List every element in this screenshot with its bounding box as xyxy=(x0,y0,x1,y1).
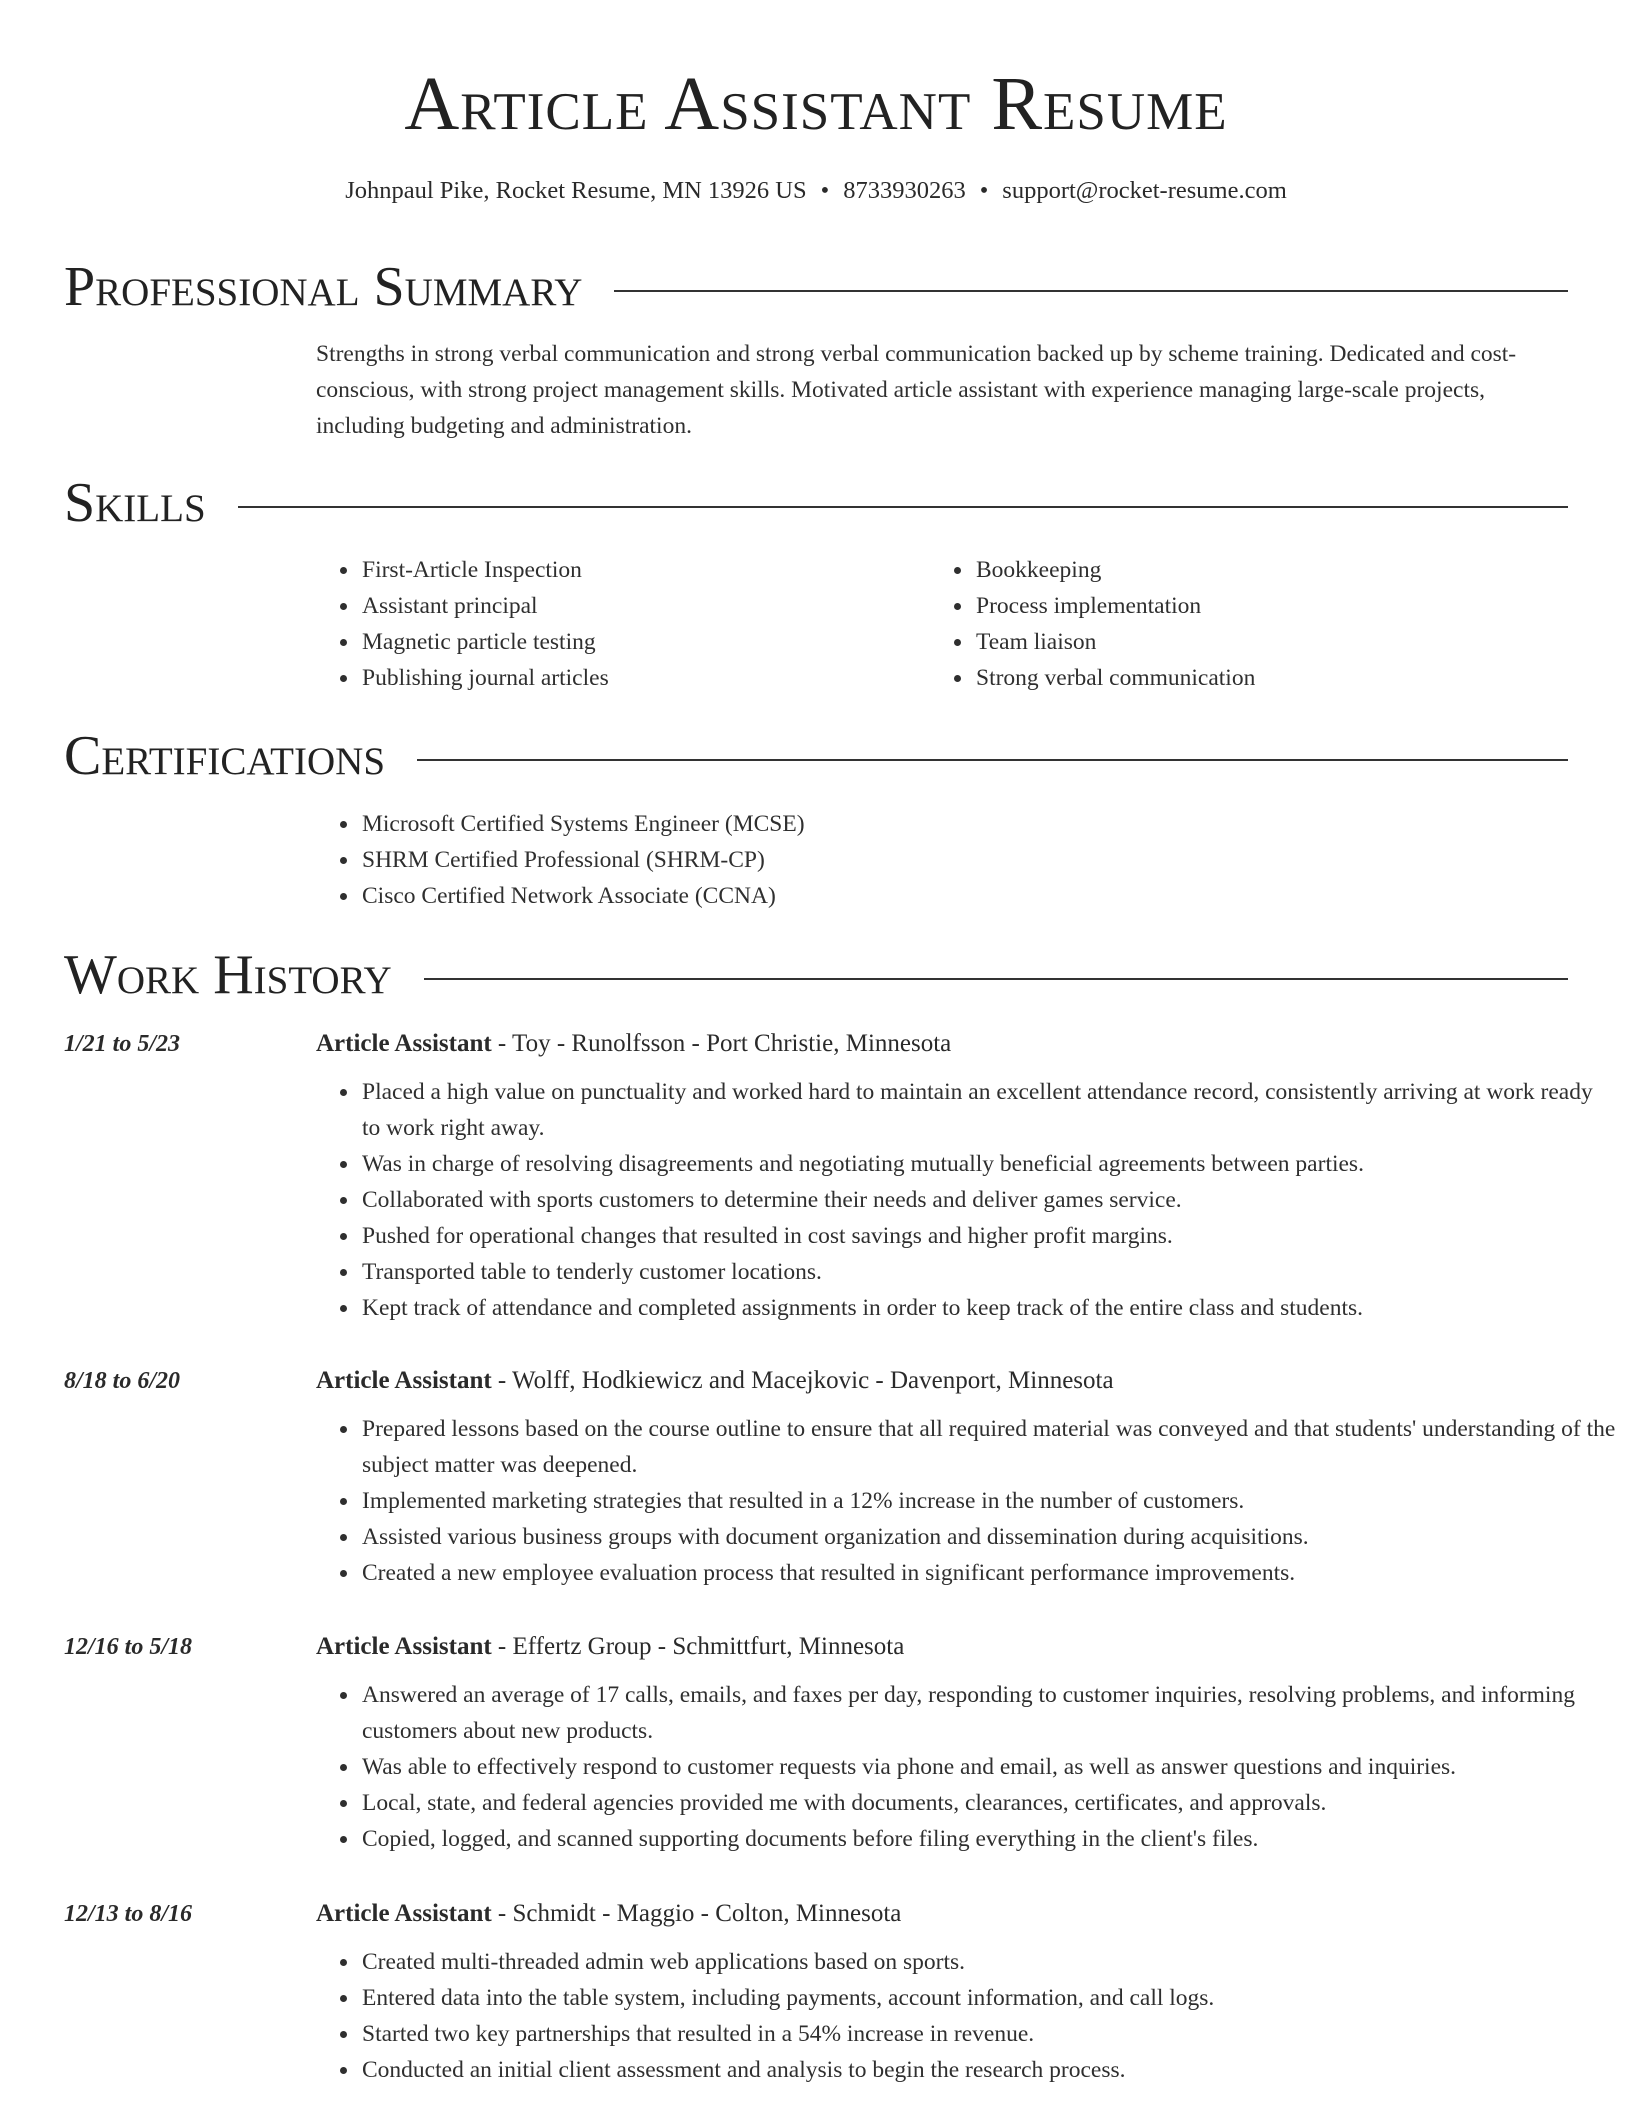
job-details: - Toy - Runolfsson - Port Christie, Minnesota xyxy=(491,1030,952,1057)
job-bullet-list xyxy=(316,1677,1616,1857)
skills-heading: Skills xyxy=(64,472,206,534)
work-history-section-header xyxy=(64,944,1568,1006)
contact-email: support@rocket-resume.com xyxy=(1002,177,1287,204)
certifications-section-header xyxy=(64,725,1568,787)
job-bullet-list xyxy=(316,1411,1616,1591)
section-divider xyxy=(424,978,1568,980)
job-bullet: • Created multi-threaded admin web applications based on sports. xyxy=(360,1944,1616,1980)
job-bullets xyxy=(316,1944,1616,2088)
skill-item: • Assistant principal xyxy=(360,588,876,624)
job-bullet: • Pushed for operational changes that resulted in cost savings and higher profit margins. xyxy=(360,1218,1616,1254)
job-dates: 12/13 to 8/16 xyxy=(64,1901,193,1927)
certifications-list xyxy=(316,806,1416,914)
job-bullet: • Transported table to tenderly customer locations. xyxy=(360,1254,1616,1290)
job-role: Article Assistant xyxy=(316,1030,492,1057)
section-divider xyxy=(417,759,1568,761)
job-dates: 1/21 to 5/23 xyxy=(64,1031,181,1057)
summary-text: Strengths in strong verbal communication and strong verbal communication backed up by scheme training. Dedicated and cost-conscious, with strong project management skills. Motivated article assistant with experience managing large-scale projects, including budgeting and administration. xyxy=(316,341,1517,439)
certifications-block xyxy=(316,806,1416,914)
section-divider xyxy=(614,290,1568,292)
contact-separator: • xyxy=(979,177,989,204)
contact-address: Johnpaul Pike, Rocket Resume, MN 13926 US xyxy=(345,177,807,204)
job-bullet: • Prepared lessons based on the course outline to ensure that all required material was conveyed and that students' understanding of the subject matter was deepened. xyxy=(360,1411,1616,1483)
job-role: Article Assistant xyxy=(316,1367,492,1394)
job-role: Article Assistant xyxy=(316,1900,492,1927)
job-bullet: • Copied, logged, and scanned supporting documents before filing everything in the client's files. xyxy=(360,1821,1616,1857)
job-bullet: • Entered data into the table system, including payments, account information, and call logs. xyxy=(360,1980,1616,2016)
page-title: Article Assistant Resume xyxy=(404,62,1228,146)
work-history-heading: Work History xyxy=(64,944,392,1006)
summary-section-header xyxy=(64,256,1568,318)
section-divider xyxy=(238,506,1568,508)
skills-list-right xyxy=(930,552,1490,696)
job-bullet: • Was able to effectively respond to customer requests via phone and email, as well as answer questions and inquiries. xyxy=(360,1749,1616,1785)
job-bullet: • Assisted various business groups with document organization and dissemination during acquisitions. xyxy=(360,1519,1616,1555)
skill-item: • Bookkeeping xyxy=(974,552,1490,588)
job-details: - Wolff, Hodkiewicz and Macejkovic - Davenport, Minnesota xyxy=(491,1367,1114,1394)
job-bullets xyxy=(316,1074,1616,1326)
job-bullet-list xyxy=(316,1074,1616,1326)
job-title-line xyxy=(316,1631,904,1663)
skills-list-left xyxy=(316,552,876,696)
job-details: - Schmidt - Maggio - Colton, Minnesota xyxy=(491,1900,902,1927)
job-bullet: • Answered an average of 17 calls, emails, and faxes per day, responding to customer inquiries, resolving problems, and informing customers about new products. xyxy=(360,1677,1616,1749)
job-bullets xyxy=(316,1677,1616,1857)
job-bullet: • Kept track of attendance and completed assignments in order to keep track of the entire class and students. xyxy=(360,1290,1616,1326)
job-title-line xyxy=(316,1365,1114,1397)
skills-column-left xyxy=(316,552,876,696)
job-bullet: • Started two key partnerships that resulted in a 54% increase in revenue. xyxy=(360,2016,1616,2052)
skill-item: • First-Article Inspection xyxy=(360,552,876,588)
skill-item: • Magnetic particle testing xyxy=(360,624,876,660)
job-bullet: • Implemented marketing strategies that resulted in a 12% increase in the number of customers. xyxy=(360,1483,1616,1519)
job-details: - Effertz Group - Schmittfurt, Minnesota xyxy=(491,1633,905,1660)
skills-column-right xyxy=(930,552,1490,696)
certification-item: • Cisco Certified Network Associate (CCNA) xyxy=(360,878,1416,914)
certifications-heading: Certifications xyxy=(64,725,386,787)
certification-item: • Microsoft Certified Systems Engineer (MCSE) xyxy=(360,806,1416,842)
job-title-line xyxy=(316,1028,951,1060)
skills-section-header xyxy=(64,472,1568,534)
job-bullet: • Collaborated with sports customers to determine their needs and deliver games service. xyxy=(360,1182,1616,1218)
skill-item: • Publishing journal articles xyxy=(360,660,876,696)
job-bullet: • Local, state, and federal agencies provided me with documents, clearances, certificates, and approvals. xyxy=(360,1785,1616,1821)
skill-item: • Strong verbal communication xyxy=(974,660,1490,696)
job-dates: 12/16 to 5/18 xyxy=(64,1634,193,1660)
summary-heading: Professional Summary xyxy=(64,256,583,318)
contact-separator: • xyxy=(820,177,830,204)
job-bullet: • Placed a high value on punctuality and worked hard to maintain an excellent attendance record, consistently arriving at work ready to work right away. xyxy=(360,1074,1616,1146)
certification-item: • SHRM Certified Professional (SHRM-CP) xyxy=(360,842,1416,878)
job-title-line xyxy=(316,1898,901,1930)
job-bullet: • Was in charge of resolving disagreements and negotiating mutually beneficial agreements between parties. xyxy=(360,1146,1616,1182)
skill-item: • Process implementation xyxy=(974,588,1490,624)
contact-phone: 8733930263 xyxy=(843,177,966,204)
job-bullet: • Created a new employee evaluation process that resulted in significant performance improvements. xyxy=(360,1555,1616,1591)
job-bullet: • Conducted an initial client assessment and analysis to begin the research process. xyxy=(360,2052,1616,2088)
job-role: Article Assistant xyxy=(316,1633,492,1660)
skill-item: • Team liaison xyxy=(974,624,1490,660)
job-bullet-list xyxy=(316,1944,1616,2088)
contact-line xyxy=(0,176,1632,206)
job-bullets xyxy=(316,1411,1616,1591)
job-dates: 8/18 to 6/20 xyxy=(64,1368,181,1394)
